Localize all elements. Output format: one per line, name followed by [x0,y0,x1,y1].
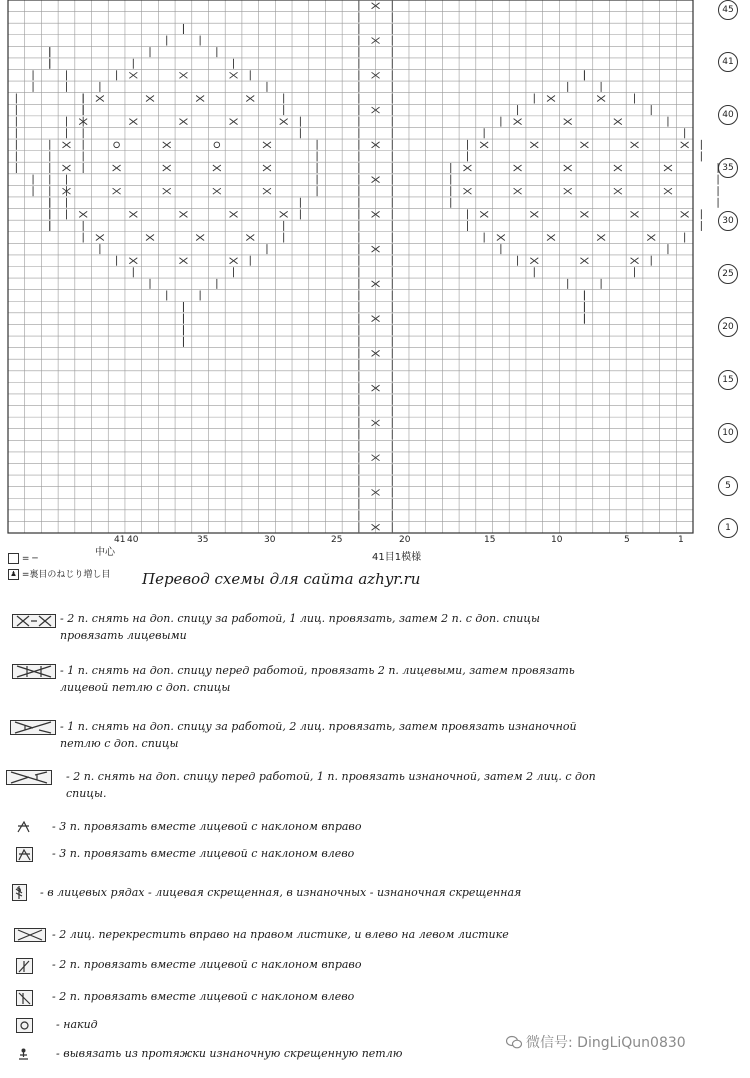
cable-2-over-1-back-icon [12,614,56,628]
row-number: 45 [718,0,738,20]
row-number: 30 [718,211,738,231]
row-number: 41 [718,52,738,72]
dec-2-right-icon [16,958,33,974]
col-number: 30 [264,535,276,545]
row-number: 5 [718,476,738,496]
mini-legend-label: =裏目のねじり増し目 [21,570,111,580]
watermark-text: 微信号: DingLiQun0830 [526,1035,686,1051]
cross-2-icon [14,928,46,942]
row-number: 15 [718,370,738,390]
wechat-icon [506,1035,522,1049]
row-number: 25 [718,264,738,284]
knit-square-icon [8,553,19,564]
wechat-watermark [506,1032,686,1052]
col-number: 40 [127,535,139,545]
row-number: 10 [718,423,738,443]
center-label: 中心 [95,547,115,558]
twisted-stitch-icon [12,884,27,901]
col-number: 5 [624,535,630,545]
legend-text: - накид [56,1018,98,1031]
yarn-over-icon [16,1018,33,1033]
row-number: 35 [718,158,738,178]
repeat-label: 41目1模様 [372,552,422,563]
col-number: 25 [331,535,343,545]
col-number: 41 [114,535,126,545]
legend-text: - 1 п. снять на доп. спицу за работой, 2 лиц. провязать, затем провязать изнаночной петлю с доп. спицы [60,720,577,750]
legend-text: - вывязать из протяжки изнаночную скрещенную петлю [56,1047,403,1060]
legend-text: - 3 п. провязать вместе лицевой с наклоном вправо [52,820,362,833]
mini-legend-inc [8,567,110,580]
col-number: 20 [399,535,411,545]
col-number: 10 [551,535,563,545]
cable-2-front-purl-icon [6,770,52,785]
legend-text: - 2 п. провязать вместе лицевой с наклоном влево [52,990,355,1003]
col-number: 15 [484,535,496,545]
cable-1-back-purl-icon [10,720,56,735]
mini-legend-label: = ─ [21,554,38,564]
col-number: 35 [197,535,209,545]
legend-text: - 2 п. снять на доп. спицу за работой, 1 лиц. провязать, затем 2 п. с доп. спицы провязать лицевыми [60,612,541,642]
row-number: 40 [718,105,738,125]
col-number: 1 [678,535,684,545]
legend-text: - 3 п. провязать вместе лицевой с наклоном влево [52,847,355,860]
purl-inc-icon: ♟ [8,569,19,580]
purl-twisted-inc-icon [16,1047,31,1060]
dec-3-right-icon [16,820,31,833]
legend-text: - 2 лиц. перекрестить вправо на правом листике, и влево на левом листике [52,928,509,941]
yarn-over-mark [114,142,120,148]
mini-legend-knit [8,553,38,564]
cable-1-over-2-front-icon [12,664,56,679]
yarn-over-mark [214,142,220,148]
dec-2-left-icon [16,990,33,1006]
legend-text: - 1 п. снять на доп. спицу перед работой, провязать 2 п. лицевыми, затем провязать лицевой петлю с доп. спицы [60,664,575,694]
legend-text: - 2 п. снять на доп. спицу перед работой, 1 п. провязать изнаночной, затем 2 лиц. с доп спицы. [66,770,596,800]
row-number: 20 [718,317,738,337]
dec-3-left-icon [16,847,33,862]
translation-title: Перевод схемы для сайта azhyr.ru [142,570,421,588]
row-number: 1 [718,518,738,538]
legend-text: - 2 п. провязать вместе лицевой с наклоном вправо [52,958,362,971]
legend-text: - в лицевых рядах - лицевая скрещенная, в изнаночных - изнаночная скрещенная [40,886,522,899]
